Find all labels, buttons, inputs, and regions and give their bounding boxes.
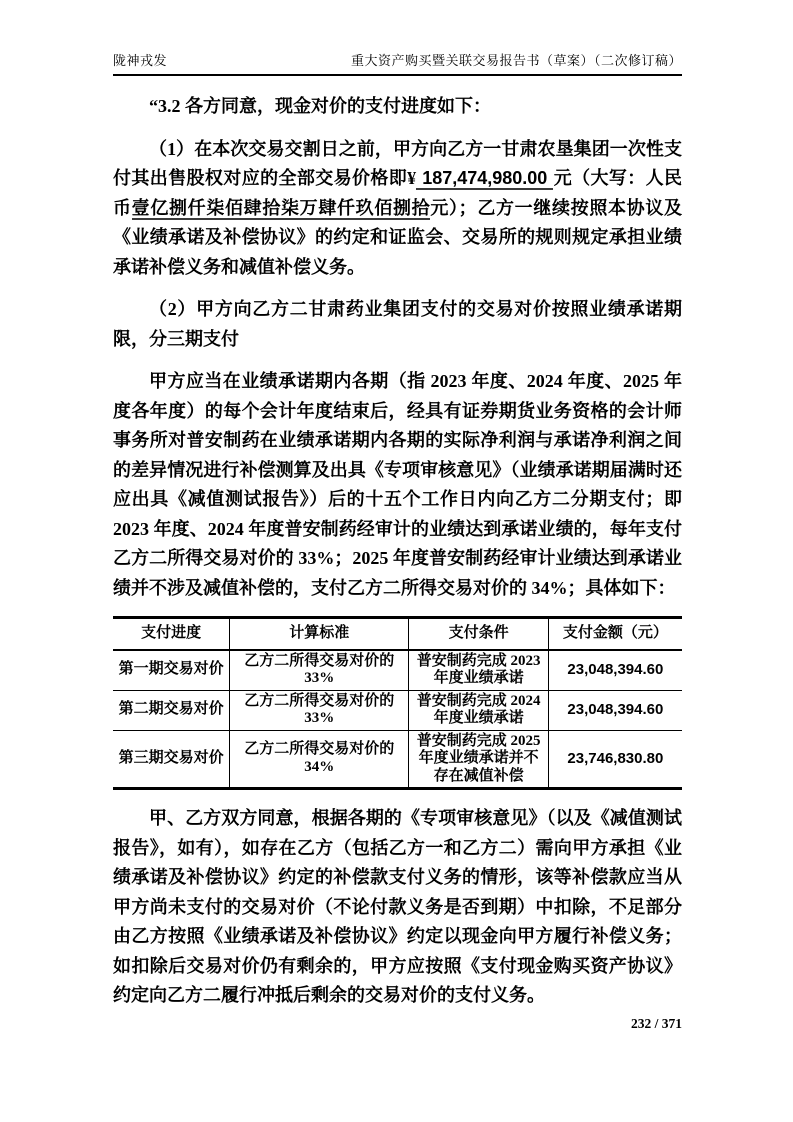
clause-3-2-intro: “3.2 各方同意，现金对价的支付进度如下： xyxy=(149,96,491,116)
compensation-offset-paragraph: 甲、乙方双方同意，根据各期的《专项审核意见》（以及《减值测试报告》，如有），如存在乙方（包括乙方一和乙方二）需向甲方承担《业绩承诺及补偿协议》约定的补偿款支付义务的情形，该等补偿款应当从甲方尚未支付的交易对价（不论付款义务是否到期）中扣除，不足部分由乙方按照《业绩承诺及补偿协议》约定以现金向甲方履行补偿义务；如扣除后交易对价仍有剩余的，甲方应按照《支付现金购买资产协议》约定向乙方二履行冲抵后剩余的交易对价的支付义务。 xyxy=(113,808,682,1005)
clause-1-text-c: 元）；乙方一继续按照本协议及《业绩承诺及补偿协议》的约定和证监会、交易所的规则规定承担业绩承诺补偿义务和减值补偿义务。 xyxy=(113,197,683,277)
clause-item-2: （2）甲方向乙方二甘肃药业集团支付的交易对价按照业绩承诺期限，分三期支付 xyxy=(113,299,682,349)
header-report-title: 重大资产购买暨关联交易报告书（草案）（二次修订稿） xyxy=(350,53,682,68)
cell-amount: 23,048,394.60 xyxy=(548,690,682,730)
cell-basis: 乙方二所得交易对价的 33% xyxy=(230,650,409,691)
cell-basis: 乙方二所得交易对价的 34% xyxy=(230,730,409,789)
performance-commitment-paragraph: 甲方应当在业绩承诺期内各期（指 2023 年度、2024 年度、2025 年度各年度）的每个会计年度结束后，经具有证券期货业务资格的会计师事务所对普安制药在业绩承诺期内各期的实际净利润与承诺净利润之间的差异情况进行补偿测算及出具《专项审核意见》（业绩承诺期届满时还应出具《减值测试报告》）后的十五个工作日内向乙方二分期支付；即 2023 年度、2024 年度普安制药经审计的业绩达到承诺业绩的，每年支付乙方二所得交易对价的 33%；2025 年度普安制药经审计业绩达到承诺业绩并不涉及减值补偿的，支付乙方二所得交易对价的 34%；具体如下： xyxy=(113,371,682,598)
table-row xyxy=(113,650,682,691)
col-header-calculation-basis: 计算标准 xyxy=(230,618,409,650)
cell-amount: 23,746,830.80 xyxy=(548,730,682,789)
table-row xyxy=(113,690,682,730)
clause-1-text-b: 元（大写：人民币 xyxy=(113,168,683,218)
cell-stage: 第一期交易对价 xyxy=(113,650,230,691)
payment-schedule-table xyxy=(113,616,682,790)
cell-condition: 普安制药完成 2023 年度业绩承诺 xyxy=(409,650,548,691)
clause-item-1 xyxy=(113,135,682,283)
header-company-name: 陇神戎发 xyxy=(113,53,168,68)
table-row xyxy=(113,730,682,789)
transaction-amount-words: 壹亿捌仟柒佰肆拾柒万肆仟玖佰捌拾 xyxy=(131,197,431,218)
transaction-amount-figure: 187,474,980.00 xyxy=(416,168,553,190)
cell-condition: 普安制药完成 2025 年度业绩承诺并不存在减值补偿 xyxy=(409,730,548,789)
cell-amount: 23,048,394.60 xyxy=(548,650,682,691)
col-header-payment-amount: 支付金额（元） xyxy=(548,618,682,650)
cell-basis: 乙方二所得交易对价的 33% xyxy=(230,690,409,730)
page-number: 232 / 371 xyxy=(630,1016,682,1031)
clause-1-text-a: （1）在本次交易交割日之前，甲方向乙方一甘肃农垦集团一次性支付其出售股权对应的全部交易价格即¥ xyxy=(113,138,682,188)
col-header-payment-stage: 支付进度 xyxy=(113,618,230,650)
document-body xyxy=(113,92,682,1024)
table-header-row xyxy=(113,618,682,650)
cell-condition: 普安制药完成 2024 年度业绩承诺 xyxy=(409,690,548,730)
running-header xyxy=(113,50,682,76)
cell-stage: 第二期交易对价 xyxy=(113,690,230,730)
col-header-payment-condition: 支付条件 xyxy=(409,618,548,650)
cell-stage: 第三期交易对价 xyxy=(113,730,230,789)
